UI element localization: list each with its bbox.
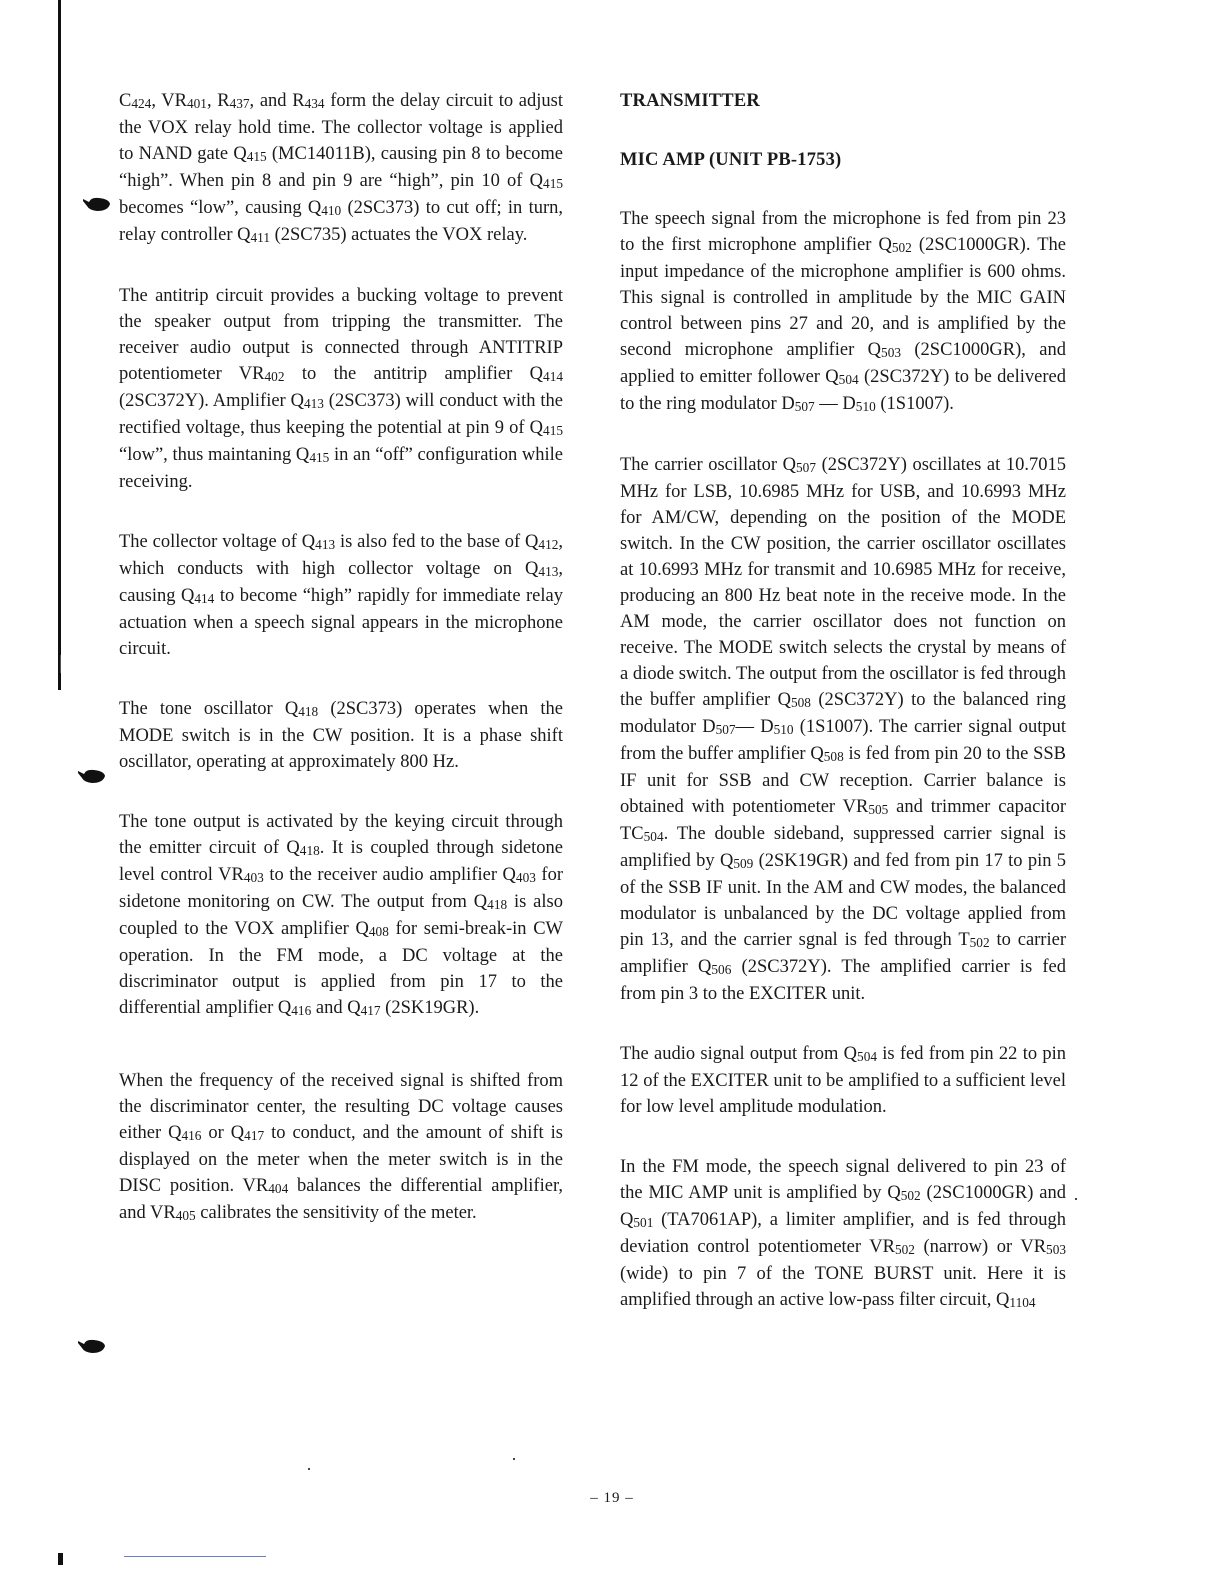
margin-bar-mark — [60, 655, 61, 673]
subsection-heading: MIC AMP (UNIT PB-1753) — [620, 150, 842, 170]
subscript: 416 — [181, 1127, 202, 1143]
paragraph-collector-voltage: The collector voltage of Q413 is also fed to the base of Q412, which conducts with high collector voltage on Q413, causing Q414 to become “high” rapidly for immediate relay actuation when a speech signal appears in the microphone circuit. — [119, 532, 563, 659]
pointing-hand-icon — [78, 1338, 106, 1354]
subscript: 434 — [304, 95, 325, 111]
subscript: 402 — [264, 368, 285, 384]
left-column — [119, 88, 563, 1253]
subscript: 507 — [794, 398, 815, 414]
subscript: 504 — [838, 371, 859, 387]
subscript: 505 — [868, 801, 889, 817]
paragraph-discriminator: When the frequency of the received signal is shifted from the discriminator center, the resulting DC voltage causes either Q416 or Q417 to conduct, and the amount of shift is displayed on the meter when the meter switch is in the DISC position. VR404 balances the differential amplifier, and VR405 calibrates the sensitivity of the meter. — [119, 1071, 563, 1223]
subscript: 415 — [309, 449, 330, 465]
subscript: 418 — [298, 703, 319, 719]
subscript: 412 — [538, 536, 559, 552]
page-number: – 19 – — [590, 1490, 634, 1506]
subscript: 501 — [633, 1214, 654, 1230]
paragraph-audio-signal: The audio signal output from Q504 is fed from pin 22 to pin 12 of the EXCITER unit to be amplified to a sufficient level for low level amplitude modulation. — [620, 1044, 1067, 1117]
subscript: 503 — [881, 344, 901, 360]
subscript: 417 — [360, 1002, 381, 1018]
footnote-rule — [124, 1556, 266, 1557]
subscript: 403 — [243, 869, 264, 885]
subscript: 506 — [711, 961, 732, 977]
subscript: 413 — [538, 563, 559, 579]
subscript: 508 — [790, 694, 811, 710]
subscript: 502 — [891, 239, 912, 255]
subscript: 401 — [186, 95, 207, 111]
speck — [513, 1458, 515, 1460]
paragraph-delay-circuit: C424, VR401, R437, and R434 form the delay circuit to adjust the VOX relay hold time. The collector voltage is applied to NAND gate Q415 (MC14011B), causing pin 8 to become “high”. When pin 8 and pin 9 are “high”, pin 10 of Q415 becomes “low”, causing Q410 (2SC373) to cut off; in turn, relay controller Q411 (2SC735) actuates the VOX relay. — [119, 91, 563, 245]
subscript: 411 — [250, 229, 270, 245]
subscript: 503 — [1046, 1241, 1066, 1257]
speck — [1075, 1198, 1077, 1200]
pointing-hand-icon — [83, 196, 111, 212]
subscript: 509 — [733, 855, 754, 871]
subscript: 510 — [773, 721, 794, 737]
pointing-hand-icon — [78, 768, 106, 784]
subscript: 413 — [315, 536, 336, 552]
subscript: 504 — [857, 1048, 877, 1064]
speck — [308, 1468, 310, 1470]
paragraph-antitrip: The antitrip circuit provides a bucking voltage to prevent the speaker output from tripping the transmitter. The receiver audio output is connected through ANTITRIP potentiometer VR402 to the antitrip amplifier Q414 (2SC372Y). Amplifier Q413 (2SC373) will conduct with the rectified voltage, thus keeping the potential at pin 9 of Q415 “low”, thus maintaning Q415 in an “off” configuration while receiving. — [119, 286, 564, 492]
subscript: 405 — [175, 1207, 196, 1223]
subscript: 502 — [900, 1187, 921, 1203]
subscript: 417 — [244, 1127, 265, 1143]
subscript: 502 — [969, 934, 990, 950]
paragraph-fm-mode: In the FM mode, the speech signal delivered to pin 23 of the MIC AMP unit is amplified by Q502 (2SC1000GR) and Q501 (TA7061AP), a limiter amplifier, and is fed through deviation control potentiometer VR502 (narrow) or VR503 (wide) to pin 7 of the TONE BURST unit. Here it is amplified through an active low-pass filter circuit, Q1104 — [620, 1157, 1066, 1310]
subscript: 404 — [268, 1180, 289, 1196]
subscript: 502 — [894, 1241, 915, 1257]
paragraph-tone-oscillator: The tone oscillator Q418 (2SC373) operates when the MODE switch is in the CW position. It is a phase shift oscillator, operating at approximately 800 Hz. — [119, 699, 563, 772]
subscript: 510 — [855, 398, 876, 414]
subscript: 403 — [515, 869, 536, 885]
subscript: 504 — [643, 828, 664, 844]
subscript: 414 — [194, 590, 215, 606]
right-column — [620, 88, 1066, 1340]
subscript: 415 — [543, 422, 563, 438]
paragraph-mic-amp: The speech signal from the microphone is fed from pin 23 to the first microphone amplifier Q502 (2SC1000GR). The input impedance of the microphone amplifier is 600 ohms. This signal is controlled in amplitude by the MIC GAIN control between pins 27 and 20, and is amplified by the second microphone amplifier Q503 (2SC1000GR), and applied to emitter follower Q504 (2SC372Y) to be delivered to the ring modulator D507 — D510 (1S1007). — [620, 209, 1066, 414]
subscript: 415 — [246, 148, 267, 164]
subscript: 508 — [823, 748, 844, 764]
subscript: 507 — [715, 721, 736, 737]
margin-bar — [58, 0, 61, 690]
subscript: 437 — [229, 95, 250, 111]
subscript: 424 — [131, 95, 152, 111]
paragraph-tone-output: The tone output is activated by the keying circuit through the emitter circuit of Q418. It is coupled through sidetone level control VR403 to the receiver audio amplifier Q403 for sidetone monitoring on CW. The output from Q418 is also coupled to the VOX amplifier Q408 for semi-break-in CW operation. In the FM mode, a DC voltage at the discriminator output is applied from pin 17 to the differential amplifier Q416 and Q417 (2SK19GR). — [119, 812, 563, 1018]
subscript: 408 — [368, 923, 389, 939]
subscript: 415 — [543, 175, 563, 191]
subscript: 507 — [796, 459, 816, 475]
subscript: 413 — [303, 395, 324, 411]
section-heading: TRANSMITTER — [620, 91, 760, 111]
subscript: 1104 — [1009, 1294, 1036, 1310]
subscript: 414 — [543, 368, 564, 384]
margin-mark — [58, 1553, 63, 1565]
subscript: 416 — [291, 1002, 312, 1018]
subscript: 418 — [299, 842, 320, 858]
paragraph-carrier-oscillator: The carrier oscillator Q507 (2SC372Y) oscillates at 10.7015 MHz for LSB, 10.6985 MHz for USB, and 10.6993 MHz for AM/CW, depending on the position of the MODE switch. In the CW position, the carrier oscillator oscillates at 10.6993 MHz for transmit and 10.6985 MHz for receive, producing an 800 Hz beat note in the receive mode. In the AM mode, the carrier oscillator does not function on receive. The MODE switch selects the crystal by means of a diode switch. The output from the oscillator is fed through the buffer amplifier Q508 (2SC372Y) to the balanced ring modulator D507— D510 (1S1007). The carrier signal output from the buffer amplifier Q508 is fed from pin 20 to the SSB IF unit for SSB and CW reception. Carrier balance is obtained with potentiometer VR505 and trimmer capacitor TC504. The double sideband, suppressed carrier signal is amplified by Q509 (2SK19GR) and fed from pin 17 to pin 5 of the SSB IF unit. In the AM and CW modes, the balanced modulator is unbalanced by the DC voltage applied from pin 13, and the carrier sgnal is fed through T502 to carrier amplifier Q506 (2SC372Y). The amplified carrier is fed from pin 3 to the EXCITER unit. — [620, 455, 1067, 1004]
subscript: 418 — [487, 896, 508, 912]
subscript: 410 — [321, 202, 342, 218]
